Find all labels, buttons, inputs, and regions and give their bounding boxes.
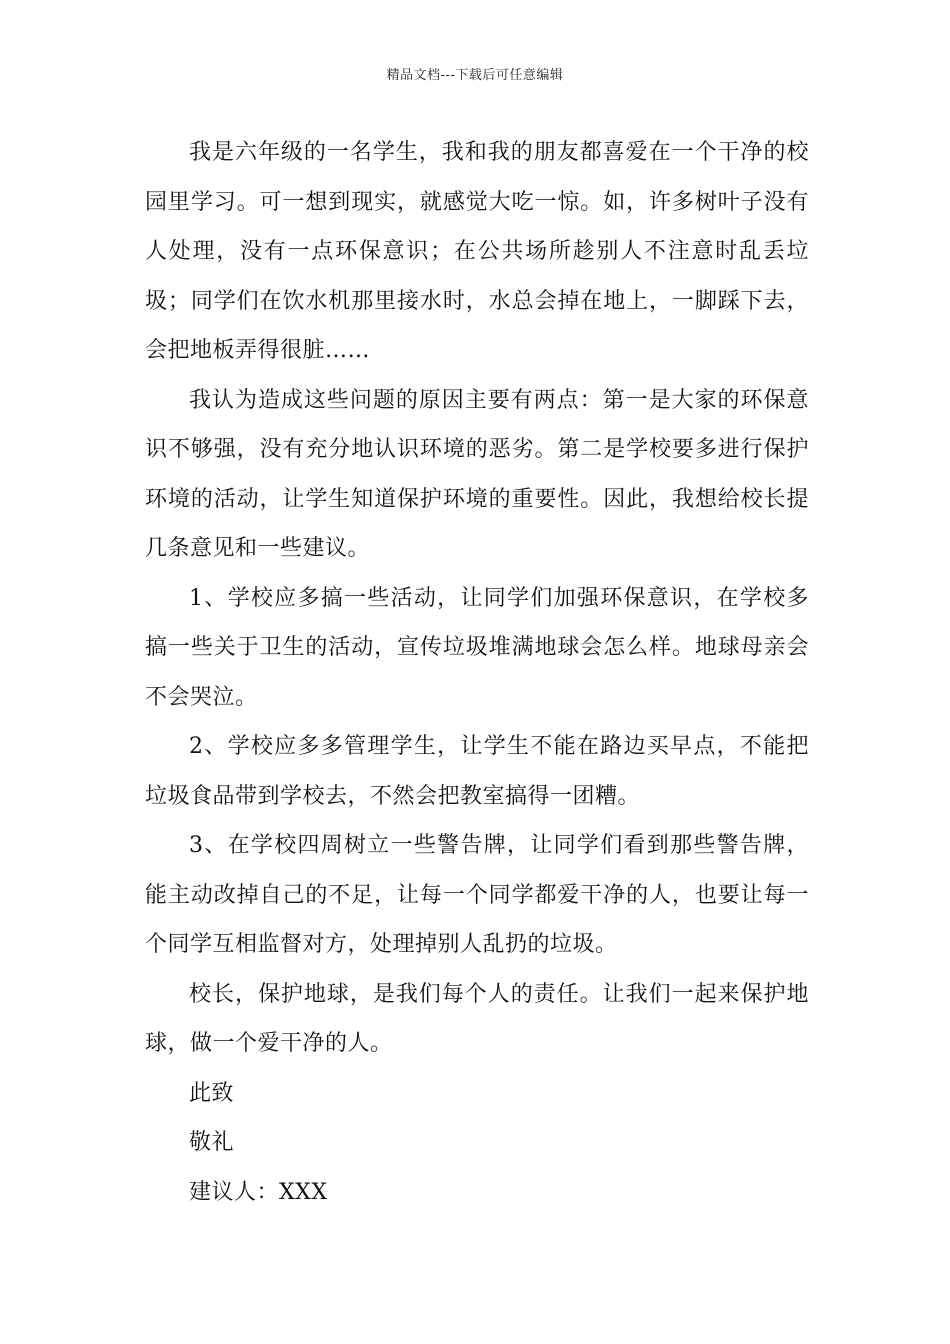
paragraph-causes: 我认为造成这些问题的原因主要有两点：第一是大家的环保意识不够强，没有充分地认识环境的恶劣。第二是学校要多进行保护环境的活动，让学生知道保护环境的重要性。因此，我想给校长提几条意见和一些建议。: [145, 387, 809, 561]
signature-line: 建议人：XXX: [189, 1179, 328, 1205]
paragraph-problem-description: 我是六年级的一名学生，我和我的朋友都喜爱在一个干净的校园里学习。可一想到现实，就感觉大吃一惊。如，许多树叶子没有人处理，没有一点环保意识；在公共场所趁别人不注意时乱丢垃圾；同学们在饮水机那里接水时，水总会掉在地上，一脚踩下去，会把地板弄得很脏……: [145, 140, 809, 363]
closing-regards: 敬礼: [189, 1130, 235, 1155]
paragraph-suggestion-1: 1、学校应多搞一些活动，让同学们加强环保意识，在学校多搞一些关于卫生的活动，宣传垃圾堆满地球会怎么样。地球母亲会不会哭泣。: [145, 585, 809, 710]
document-body: [145, 128, 809, 1217]
closing-salutation: 此致: [189, 1080, 235, 1106]
page-header: 精品文档---下载后可任意编辑: [386, 68, 564, 83]
paragraph-suggestion-3: 3、在学校四周树立一些警告牌，让同学们看到那些警告牌，能主动改掉自己的不足，让每一个同学都爱干净的人，也要让每一个同学互相监督对方，处理掉别人乱扔的垃圾。: [145, 833, 809, 957]
paragraph-conclusion: 校长，保护地球，是我们每个人的责任。让我们一起来保护地球，做一个爱干净的人。: [145, 981, 809, 1056]
paragraph-suggestion-2: 2、学校应多多管理学生，让学生不能在路边买早点，不能把垃圾食品带到学校去，不然会把教室搞得一团糟。: [145, 734, 809, 809]
